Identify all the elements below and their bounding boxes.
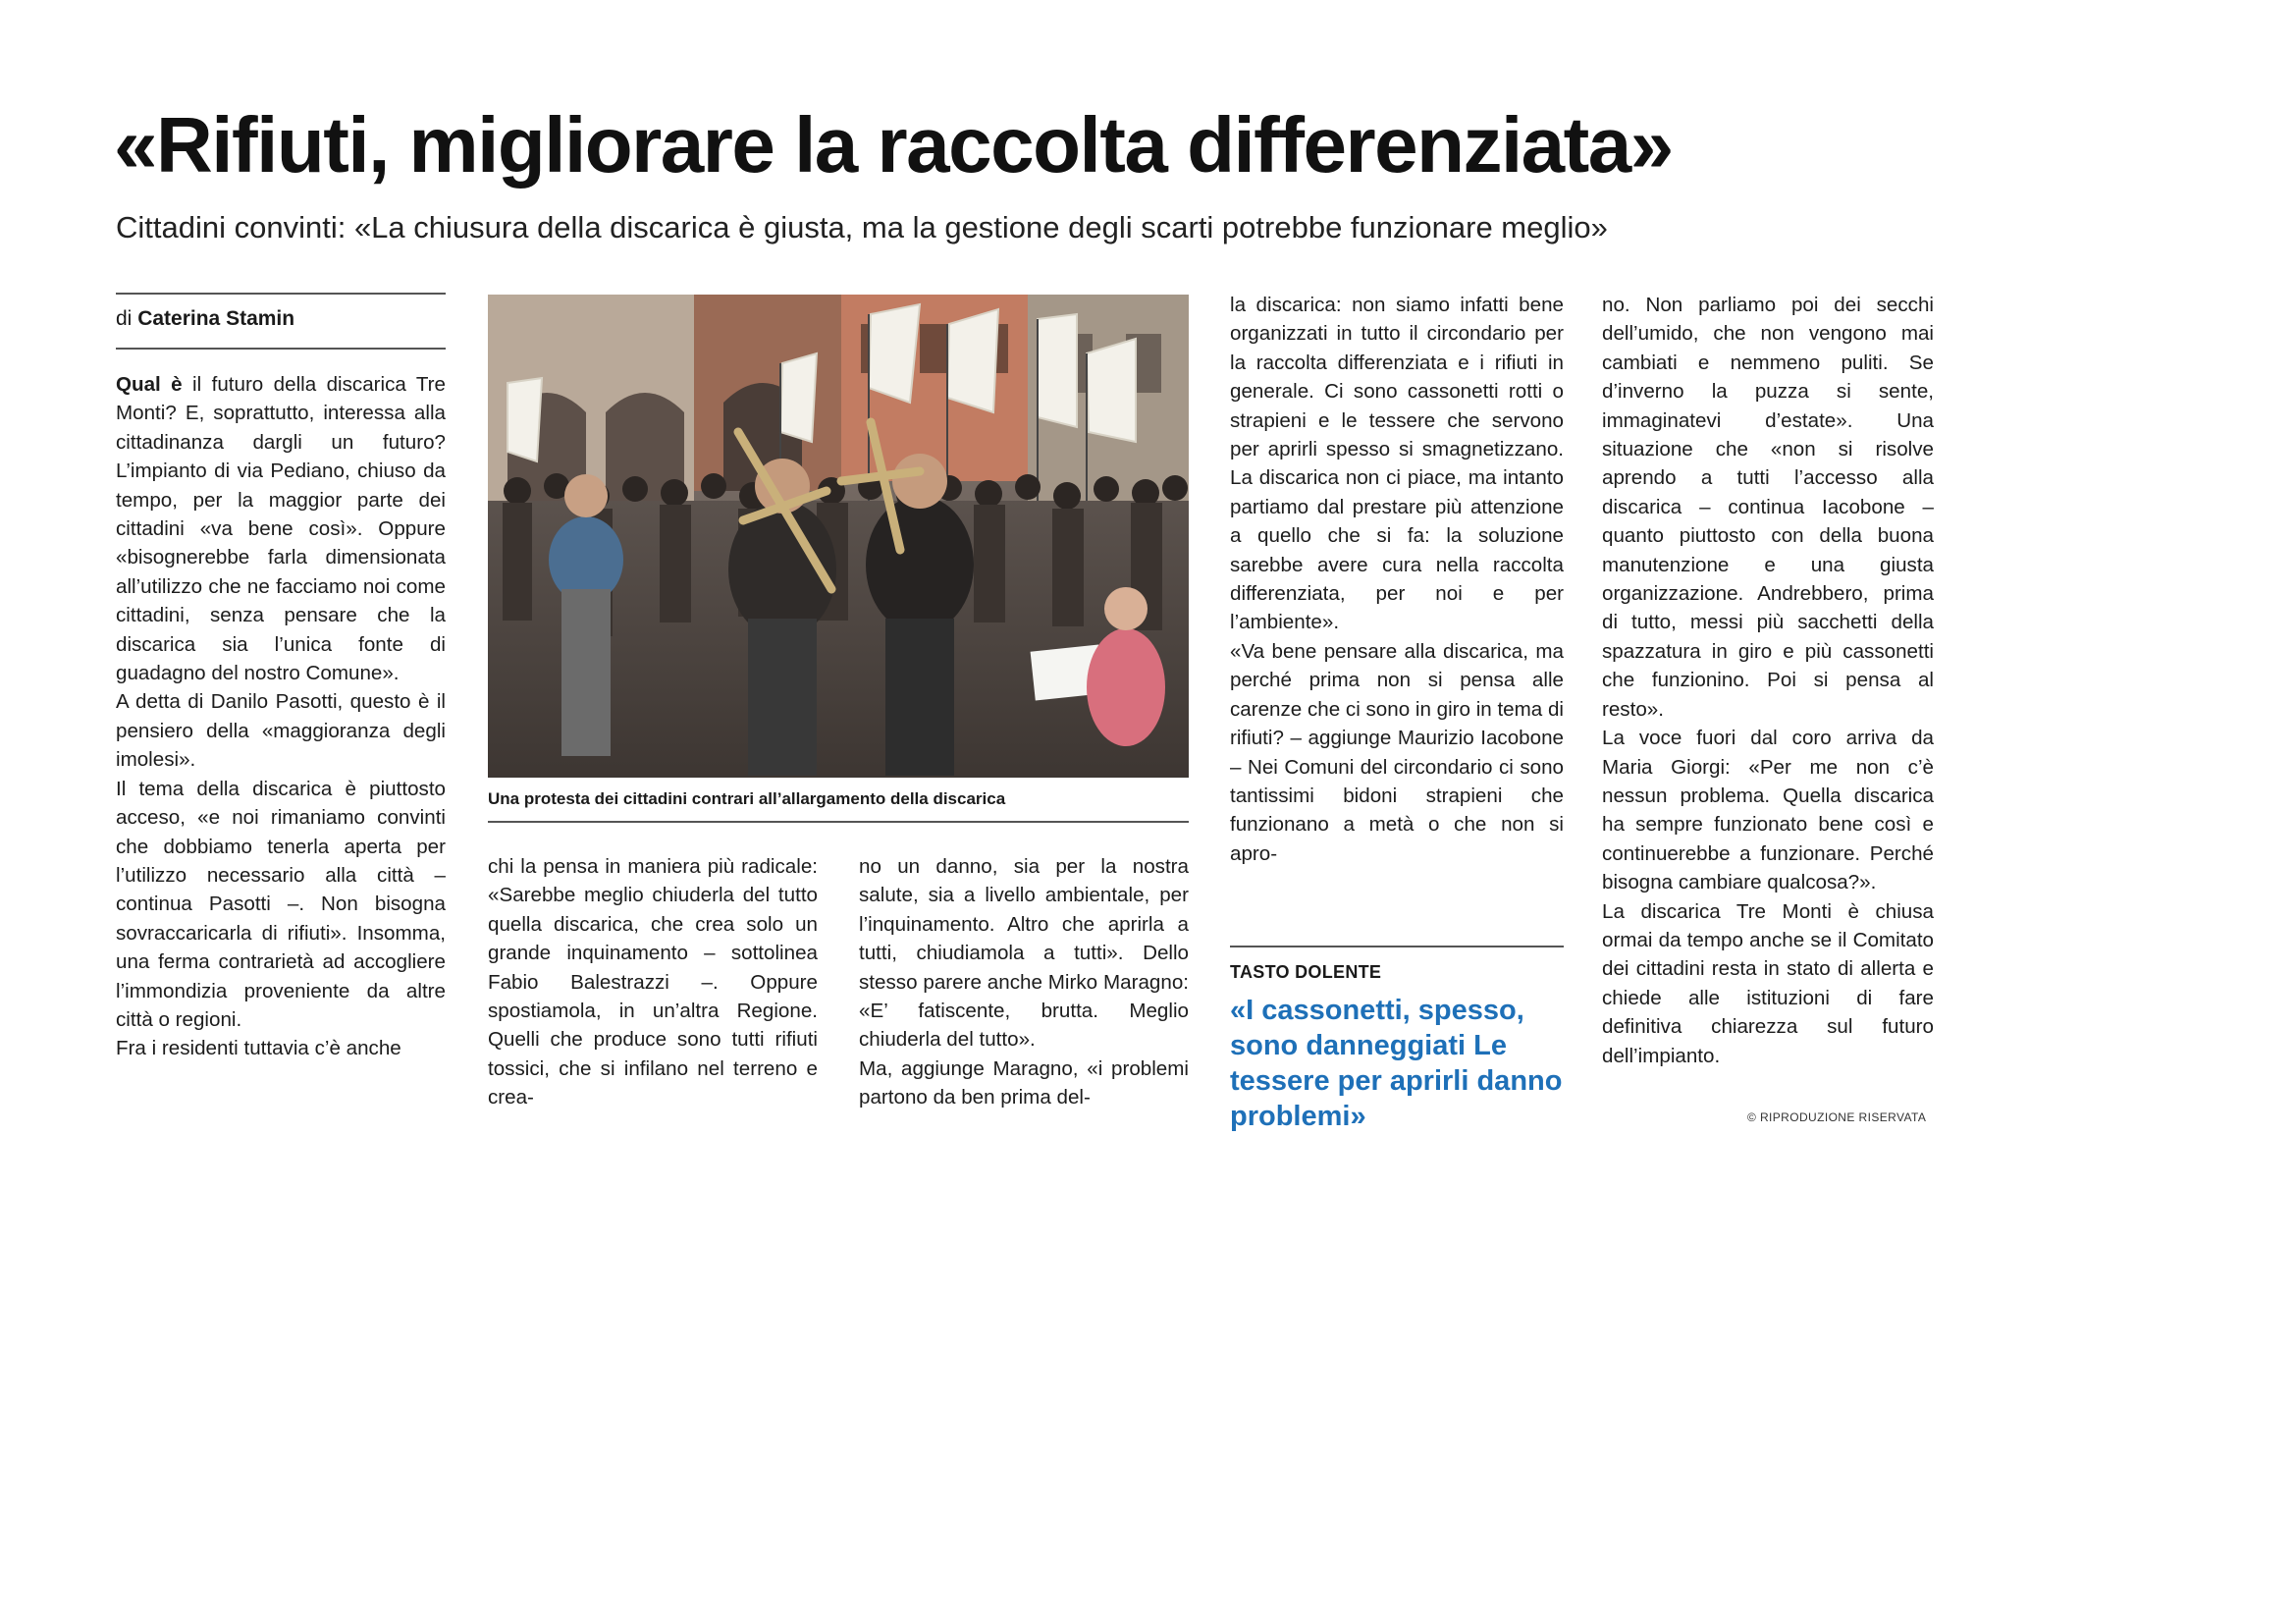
paragraph: no un danno, sia per la nostra salute, sia a livello ambientale, per l’inquinamento. Altro che aprirla a tutti, chiudiamola a tutti». Dello stesso parere anche Mirko Maragno: «E’ fatiscente, brutta. Meglio chiuderla del tutto». — [859, 855, 1189, 1052]
paragraph: no. Non parliamo poi dei secchi dell’umido, che non vengono mai cambiati e nemmeno puliti. Se d’inverno la puzza si sente, immaginatevi d’estate». Una situazione che «non si risolve aprendo a tutti l’accesso alla discarica – continua Iacobone – quanto piuttosto con della buona manutenzione e una giusta organizzazione. Andrebbero, prima di tutto, messi più sacchetti della spazzatura in giro e più cassonetti che funzionino. Poi si pensa al resto». — [1602, 294, 1934, 721]
byline-prefix: di — [116, 307, 133, 330]
article-column-2 — [488, 852, 818, 1112]
article-column-3 — [859, 852, 1189, 1112]
byline-box — [116, 293, 446, 350]
pull-quote-label: TASTO DOLENTE — [1230, 962, 1382, 982]
paragraph: Fra i residenti tuttavia c’è anche — [116, 1037, 401, 1060]
headline: «Rifiuti, migliorare la raccolta differenziata» — [114, 101, 1673, 189]
paragraph: la discarica: non siamo infatti bene organizzati in tutto il circondario per la raccolta differenziata e i rifiuti in generale. Ci sono cassonetti rotti o strapieni e le tessere che servono per aprirli spesso si smagnetizzano. La discarica non ci piace, ma intanto partiamo dal prestare più attenzione a quello che si fa: la soluzione sarebbe avere cura nella raccolta differenziata, per noi e per l’ambiente». — [1230, 294, 1564, 634]
copyright-notice: © RIPRODUZIONE RISERVATA — [1747, 1110, 1927, 1124]
byline — [116, 307, 294, 331]
article-column-5 — [1602, 291, 1934, 1070]
lead-in: Qual è — [116, 373, 183, 396]
paragraph: Ma, aggiunge Maragno, «i problemi partono da ben prima del- — [859, 1056, 1189, 1109]
protest-photo — [488, 295, 1189, 778]
article-column-4 — [1230, 291, 1564, 868]
photo-caption: Una protesta dei cittadini contrari all’allargamento della discarica — [488, 785, 1189, 823]
paragraph: La discarica Tre Monti è chiusa ormai da tempo anche se il Comitato dei cittadini resta in stato di allerta e chiede alle istituzioni di fare definitiva chiarezza sul futuro dell’impianto. — [1602, 899, 1934, 1067]
paragraph: chi la pensa in maniera più radicale: «Sarebbe meglio chiuderla del tutto quella discarica, che crea solo un grande inquinamento – sottolinea Fabio Balestrazzi –. Oppure spostiamola, in un’altra Regione. Quelli che produce sono tutti rifiuti tossici, che si infilano nel terreno e crea- — [488, 855, 818, 1109]
subheadline: Cittadini convinti: «La chiusura della discarica è giusta, ma la gestione degli scarti potrebbe funzionare meglio» — [116, 210, 1608, 244]
paragraph: Il tema della discarica è piuttosto acceso, «e noi rimaniamo convinti che dobbiamo tenerla aperta per l’utilizzo necessario alla città – continua Pasotti –. Non bisogna sovraccaricarla di rifiuti». Insomma, una ferma contrarietà ad accogliere l’immondizia proveniente da altre città o regioni. — [116, 777, 446, 1031]
byline-author: Caterina Stamin — [137, 307, 295, 330]
paragraph: La voce fuori dal coro arriva da Maria Giorgi: «Per me non c’è nessun problema. Quella discarica ha sempre funzionato bene così e continuerebbe a funzionare. Perché bisogna cambiare qualcosa?». — [1602, 727, 1934, 894]
article-column-1 — [116, 370, 446, 1063]
pull-quote-box — [1230, 946, 1564, 1134]
paragraph: A detta di Danilo Pasotti, questo è il pensiero della «maggioranza degli imolesi». — [116, 690, 446, 772]
paragraph: Qual è il futuro della discarica Tre Monti? E, soprattutto, interessa alla cittadinanza dargli un futuro? L’impianto di via Pediano, chiuso da tempo, per la maggior parte dei cittadini «va bene così». Oppure «bisognerebbe farla dimensionata all’utilizzo che ne facciamo noi come cittadini, senza pensare che la discarica sia l’unica fonte di guadagno del nostro Comune». — [116, 373, 446, 685]
pull-quote: «I cassonetti, spesso, sono danneggiati Le tessere per aprirli danno problemi» — [1230, 995, 1563, 1132]
paragraph: «Va bene pensare alla discarica, ma perché prima non si pensa alle carenze che ci sono in giro in tema di rifiuti? – aggiunge Maurizio Iacobone – Nei Comuni del circondario ci sono tantissimi bidoni strapieni che funzionano a metà o che non si apro- — [1230, 639, 1564, 865]
